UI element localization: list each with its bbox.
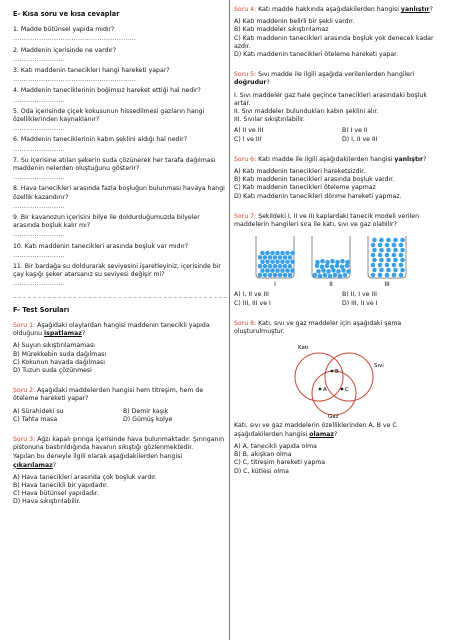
particle [372,258,377,263]
particle [270,251,275,256]
answer-line[interactable]: …………………… [13,280,65,288]
particle [328,274,333,279]
particle [392,273,397,278]
option: A) Hava tanecikleri arasında çok boşluk vardır. [13,473,157,481]
particle [268,273,273,278]
short-question: 6. Maddenin taneciklerinin kabın şeklini aldığı hal nedir? [13,136,187,144]
particle [371,273,376,278]
particle [323,273,328,278]
beaker-particle-figure [234,230,434,288]
option: D) Gümüş kolye [123,415,173,423]
option: C) Katı maddenin tanecikleri arasında boşluk yok denecek kadar azdır. [234,34,434,50]
particle [273,273,278,278]
option: A) A, tanecikli yapıda olma [234,442,317,450]
option: C) Kokunun havada dağılması [13,358,105,366]
particle [275,260,280,265]
answer-line[interactable]: …………………… [13,231,65,239]
question-tail: ? [81,330,86,338]
particle [330,265,335,270]
particle [371,263,376,268]
answer-line[interactable]: …………………… [13,145,65,153]
venn-solid-label: Katı [298,345,309,352]
particle [280,269,285,274]
particle [343,273,348,278]
particle [386,258,391,263]
beaker-label: I [274,281,276,289]
section-e-title: E- Kısa soru ve kısa cevaplar [13,10,120,18]
answer-line[interactable]: …………………… [13,55,65,63]
question-tail: ? [266,79,270,87]
option: C) III, III ve I [234,299,271,307]
particle [260,269,265,274]
option: A) II ve III [234,127,264,135]
question-text: Katı, sıvı ve gaz maddelerin özelliklerinden A, B ve C aşağıdakilerden hangisi [234,422,397,438]
short-question: 2. Maddenin içerisinde ne vardır? [13,46,117,54]
option: D) Katı maddenin tanecikleri dönme hareketi yapmaz. [234,192,402,200]
particle [392,243,397,248]
venn-liquid-label: Sıvı [374,363,384,370]
particle [392,253,397,258]
particle [280,251,285,256]
option: A) I, II ve III [234,291,269,299]
particle [260,260,265,265]
particle [285,269,290,274]
particle [371,243,376,248]
beaker-2 [312,236,351,288]
particle [386,248,391,253]
answer-line[interactable]: ………………………………………………… [13,35,137,43]
answer-line[interactable]: …………………… [13,174,65,182]
venn-gas-circle [312,371,356,415]
particle [278,264,283,269]
particle [392,263,397,268]
particle [393,238,398,243]
answer-line[interactable]: …………………… [13,202,65,210]
question-tail: ? [52,461,57,469]
question-5 [234,71,444,144]
particle [400,258,405,263]
beaker-1 [256,236,295,288]
question-tail: ? [334,430,338,438]
short-question: 11. Bir bardağa su doldurarak seviyesini işaretleyiniz, içerisinde bir çay kaşığı şeker atarsanız su seviyesi değişir mi? [13,263,221,279]
particle [315,260,320,265]
particle [263,264,268,269]
particle [318,274,323,279]
option: C) Katı maddenin tanecikleri öteleme yapmaz [234,184,376,192]
short-question: 3. Katı maddenin tanecikleri hangi hareketi yapar? [13,67,170,75]
question-7 [234,213,444,308]
question-keyword: ispatlamaz [44,330,82,338]
particle [258,273,263,278]
particle [378,243,383,248]
particle [320,265,325,270]
particle [393,258,398,263]
answer-line[interactable]: ………………………………………………… [13,76,137,84]
section-f-title: F- Test Soruları [13,305,70,314]
particle [385,273,390,278]
question-tail: ? [423,155,427,163]
particle [399,243,404,248]
particle [283,273,288,278]
option: D) III, II ve I [342,299,378,307]
question-text: Şekildeki I, II ve III kaplardaki tanecik modeli verilen maddelerin hangileri sıra ile katı, sıvı ve gaz olabilir? [234,212,420,229]
particle [263,255,268,260]
particle [285,251,290,256]
column-divider [229,0,230,640]
particle [338,274,343,279]
short-question: 7. Su içerisine atılan şekerin suda çözünerek her tarafa dağılması maddenin nelerden oluştuğunu gösterir? [13,156,216,173]
particle [265,269,270,274]
beaker-label: II [329,281,333,289]
question-2 [13,387,227,424]
particle [278,255,283,260]
particle [385,263,390,268]
particle [333,273,338,278]
particle [400,248,405,253]
venn-point-b: B [335,369,339,376]
question-label: Soru 6: [234,155,257,163]
particle [372,238,377,243]
question-6 [234,156,444,201]
question-text: Aşağıdaki olaylardan hangisi maddenin tanecikli yapıda olduğunu [13,321,210,338]
particle [326,269,331,274]
particle [399,253,404,258]
question-label: Soru 2: [13,387,36,395]
question-label: Soru 1: [13,321,36,329]
short-question: 9. Bir kavanozun içerisini bilye ile doldurduğumuzda bilyeler arasında boşluk kalır mı? [13,214,200,230]
particle [283,255,288,260]
short-question-list [13,26,227,288]
question-3 [13,436,227,507]
particle [278,273,283,278]
particle [346,269,351,274]
particle [371,253,376,258]
particle [283,264,288,269]
short-question: 8. Hava tanecikleri arasında fazla boşluğun bulunması havaya hangi özellik kazandırır? [13,185,225,201]
particle [400,238,405,243]
particle [268,255,273,260]
particle [280,260,285,265]
particle [265,260,270,265]
left-column [13,6,227,519]
particle [330,259,335,264]
particle [320,259,325,264]
short-question: 5. Oda içerisinde çiçek kokusunun hissedilmesi gazların hangi özelliklerinden kaynaklanır? [13,107,205,124]
question-label: Soru 5: [234,71,257,79]
particle [372,248,377,253]
venn-gas-label: Gaz [328,414,339,420]
question-label: Soru 3: [13,435,36,443]
particle [258,255,263,260]
beaker-label: III [384,281,390,289]
particle [270,260,275,265]
particle [378,263,383,268]
particle [325,260,330,265]
short-question: 1. Madde bütünsel yapıda mıdır? [13,26,115,34]
option: B) Mürekkebin suda dağılması [13,350,107,358]
question-tail: ? [429,6,433,13]
statement: III. Sıvılar sıkıştırılabilir. [234,116,305,124]
option: A) Katı maddenin tanecikleri hareketsizdir. [234,168,366,176]
question-keyword: çıkarılamaz [13,461,53,469]
question-text: Katı madde hakkında aşağıdakilerden hangisi [258,6,399,13]
option: D) Tuzun suda çözünmesi [13,366,92,374]
option: D) I, II ve III [342,135,378,143]
option: D) Hava sıkıştırılabilir. [13,498,81,506]
option: B) Katı maddenin tanecikleri arasında boşluk vardır. [234,176,395,184]
particle [290,260,295,265]
particle [275,269,280,274]
particle [385,253,390,258]
option: B) II, I ve III [342,291,377,299]
option: B) Demir kaşık [123,407,169,415]
particle [290,269,295,274]
particle [336,269,341,274]
particle [379,238,384,243]
section-separator [13,297,227,298]
particle [393,248,398,253]
question-4 [234,6,444,59]
option: D) Katı maddenin tanecikleri öteleme hareketi yapar. [234,51,399,59]
particle [399,273,404,278]
particle [288,273,293,278]
particle [290,251,295,256]
statement: II. Sıvı maddeler bulundukları kabın şeklini alır. [234,108,379,116]
question-text: Katı, sıvı ve gaz maddeler için aşağıdaki şema oluşturulmuştur. [234,319,402,336]
particle [335,260,340,265]
question-text: Sıvı madde ile ilgili aşağıda verilenlerden hangileri [258,71,415,79]
particle [265,251,270,256]
answer-line[interactable]: …………………… [13,125,65,133]
particle [345,260,350,265]
venn-point-a: A [323,387,327,394]
option: A) Sürahideki su [13,407,64,415]
question-keyword: yanlıştır [400,6,430,13]
question-label: Soru 7: [234,212,257,220]
option: C) C, titreşim hareketi yapma [234,459,326,467]
particle [260,251,265,256]
particle [379,258,384,263]
option: B) B, akışkan olma [234,451,292,459]
question-keyword: doğrudur [234,79,267,87]
option: B) I ve II [342,127,368,135]
particle [379,268,384,273]
particle [393,268,398,273]
particle [386,268,391,273]
question-1 [13,322,227,375]
particle [340,265,345,270]
particle [268,264,273,269]
venn-diagram [234,337,434,419]
question-text: Yapılan bu deneyle ilgili olarak aşağıdakilerden hangisi [13,453,183,461]
question-8 [234,320,444,476]
particle [379,248,384,253]
option: B) Katı maddeler sıkıştırılamaz [234,26,329,34]
question-label: Soru 4: [234,6,257,13]
particle [270,269,275,274]
option: A) Katı maddenin belirli bir şekli vardır. [234,18,355,26]
answer-line[interactable]: …………………… [13,96,65,104]
option: C) Tahta masa [13,415,58,423]
short-question: 10. Katı maddenin tanecikleri arasında boşluk var mıdır? [13,242,189,250]
particle [316,269,321,274]
short-question: 4. Maddenin taneciklerinin boğimsız hareket ettiği hal nedir? [13,87,201,95]
particle [378,253,383,258]
right-column [234,6,444,488]
particle [400,268,405,273]
particle [372,268,377,273]
particle [258,264,263,269]
particle [288,264,293,269]
option: B) Hava tanecikli bir yapıdadır. [13,481,109,489]
question-text: Ağzı kapalı şırınga içerisinde hava bulunmaktadır. Şırınganın pistonuna bastırıldığında havanın sıkıştığı gözlenmektedir. [13,435,225,452]
particle [273,255,278,260]
answer-line[interactable]: …………………… [13,251,65,259]
question-text: Katı madde ile ilgili aşağıdakilerden hangisi [258,155,393,163]
particle [273,264,278,269]
particle [275,251,280,256]
question-keyword: yanlıştır [394,155,424,163]
particle [385,243,390,248]
particle [386,238,391,243]
option: D) C, kütlesi olma [234,467,289,475]
particle [399,263,404,268]
particle [263,273,268,278]
option: C) Hava bütünsel yapıdadır. [13,490,99,498]
question-keyword: olamaz [309,430,335,438]
question-text: Aşağıdaki maddelerden hangisi hem titreşim, hem de öteleme hareketi yapar? [13,387,204,403]
particle [285,260,290,265]
beaker-3 [368,236,406,288]
venn-point-c: C [345,387,349,394]
question-label: Soru 8: [234,319,257,327]
particle [378,273,383,278]
option: A) Suyun sıkıştırılamaması [13,342,95,350]
particle [288,255,293,260]
statement: I. Sıvı maddeler gaz hale geçince tanecikleri arasındaki boşluk artar. [234,91,427,107]
particle [340,259,345,264]
option: C) I ve III [234,135,262,143]
particle [313,273,318,278]
